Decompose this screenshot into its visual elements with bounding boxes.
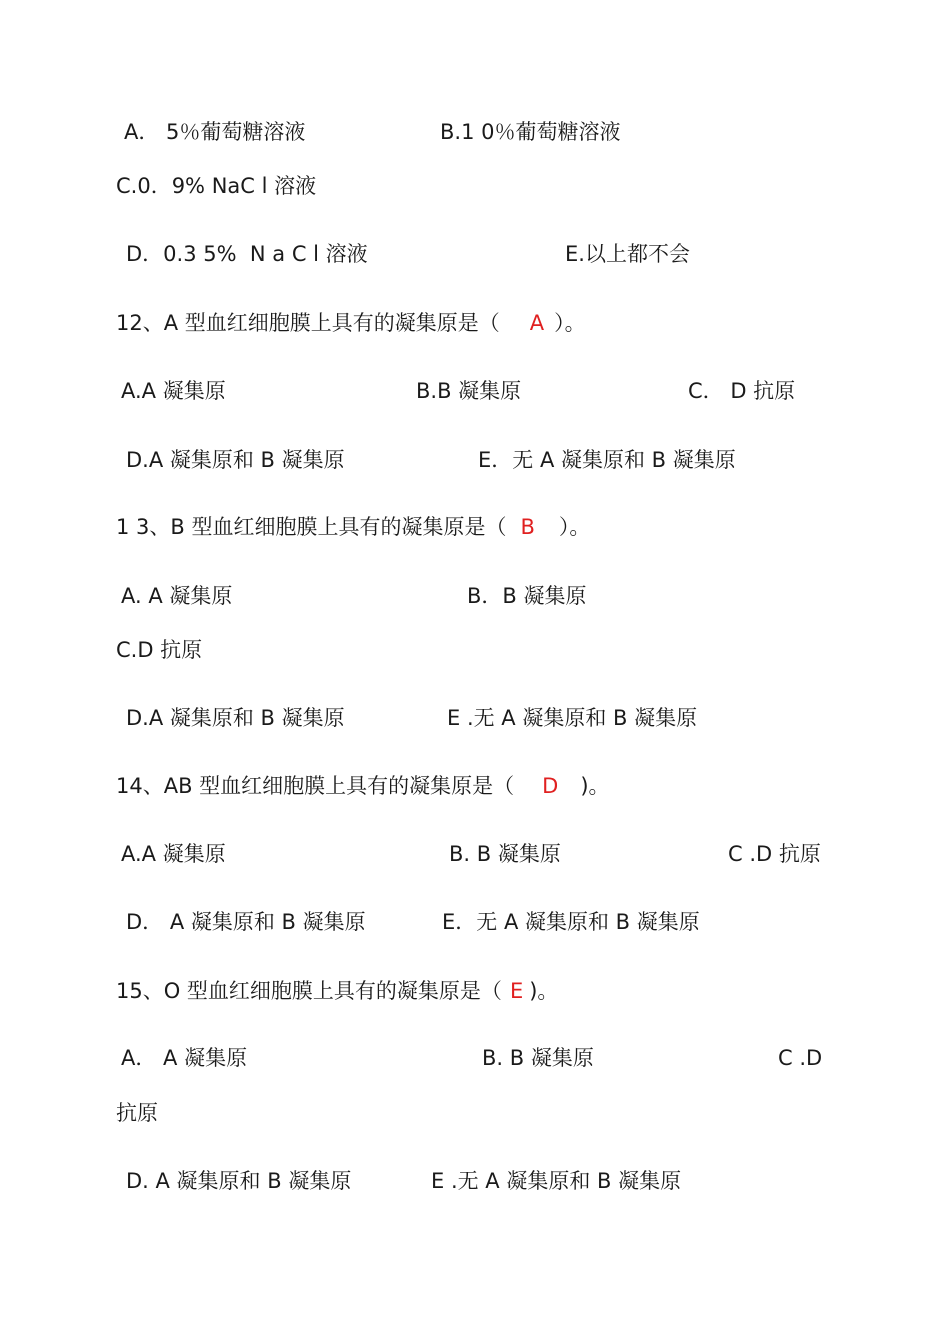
q15-option-b: B. B 凝集原 xyxy=(482,1046,594,1070)
q11-option-d: D．0.3 5% N a C l 溶液 xyxy=(126,242,368,266)
q15-option-c-continued: 抗原 xyxy=(116,1101,158,1125)
q15-option-d: D. A 凝集原和 B 凝集原 xyxy=(126,1169,352,1193)
q14-option-a: A.A 凝集原 xyxy=(121,842,226,866)
q12-option-e: E．无 A 凝集原和 B 凝集原 xyxy=(478,448,736,472)
q12-stem-text: 12、A 型血红细胞膜上具有的凝集原是（ xyxy=(116,311,500,335)
q15-option-e: E .无 A 凝集原和 B 凝集原 xyxy=(431,1169,682,1193)
q13-option-d: D.A 凝集原和 B 凝集原 xyxy=(126,706,345,730)
q15-answer: E xyxy=(509,979,524,1003)
q14-option-e: E．无 A 凝集原和 B 凝集原 xyxy=(442,910,700,934)
q13-stem xyxy=(116,513,590,541)
q13-stem-end: ）。 xyxy=(558,515,591,539)
q12-option-c: C． D 抗原 xyxy=(688,379,796,403)
q15-option-a: A． A 凝集原 xyxy=(121,1046,248,1070)
q11-option-b: B.1 0％葡萄糖溶液 xyxy=(440,120,621,144)
q14-option-b: B. B 凝集原 xyxy=(449,842,561,866)
q13-option-c: C.D 抗原 xyxy=(116,638,203,662)
q11-option-e: E.以上都不会 xyxy=(565,242,690,266)
q14-stem xyxy=(116,772,610,800)
q14-option-d: D． A 凝集原和 B 凝集原 xyxy=(126,910,366,934)
q14-stem-end: )。 xyxy=(580,774,610,798)
q15-option-c: C .D xyxy=(778,1046,823,1070)
q15-stem xyxy=(116,977,558,1005)
q13-option-b: B．B 凝集原 xyxy=(467,584,587,608)
q12-stem-end: ）。 xyxy=(554,311,586,335)
q14-answer: D xyxy=(542,774,559,798)
q13-stem-text: 1 3、B 型血红细胞膜上具有的凝集原是（ xyxy=(116,515,507,539)
q12-option-d: D.A 凝集原和 B 凝集原 xyxy=(126,448,345,472)
q13-option-a: A. A 凝集原 xyxy=(121,584,233,608)
q11-option-a: A． 5％葡萄糖溶液 xyxy=(124,120,306,144)
q12-answer: A xyxy=(529,311,545,335)
q14-stem-text: 14、AB 型血红细胞膜上具有的凝集原是（ xyxy=(116,774,515,798)
q15-stem-text: 15、O 型血红细胞膜上具有的凝集原是（ xyxy=(116,979,502,1003)
q12-stem xyxy=(116,309,586,337)
q12-option-b: B.B 凝集原 xyxy=(416,379,522,403)
q12-option-a: A.A 凝集原 xyxy=(121,379,226,403)
q13-option-e: E .无 A 凝集原和 B 凝集原 xyxy=(447,706,698,730)
q15-stem-end: )。 xyxy=(529,979,559,1003)
q13-answer: B xyxy=(520,515,535,539)
q14-option-c: C .D 抗原 xyxy=(728,842,821,866)
q11-option-c: C.0．9% NaC l 溶液 xyxy=(116,174,317,198)
